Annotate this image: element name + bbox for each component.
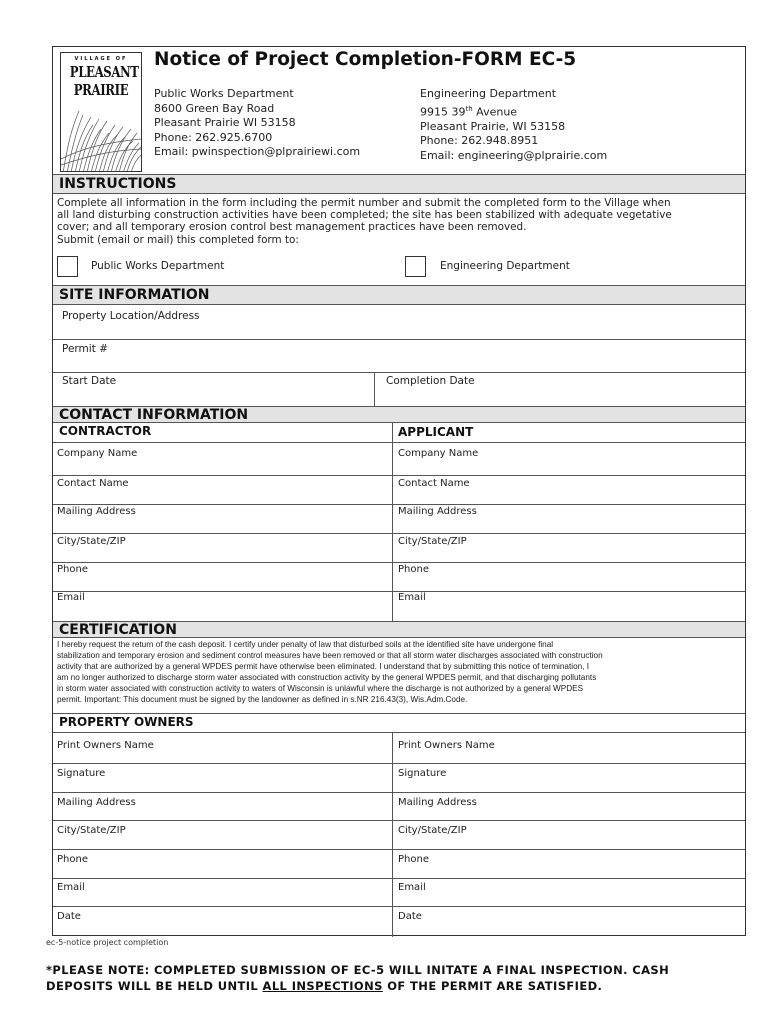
eng-phone: Phone: 262.948.8951: [420, 134, 539, 148]
pw-email: Email: pwinspection@plprairiewi.com: [154, 145, 361, 158]
owner2-email-field[interactable]: Email: [398, 882, 426, 893]
instructions-heading: INSTRUCTIONS: [53, 174, 745, 194]
public-works-option-label: Public Works Department: [91, 260, 225, 272]
engineering-option-label: Engineering Department: [440, 260, 570, 272]
engineering-address: [420, 87, 607, 163]
contractor-heading: CONTRACTOR: [59, 424, 152, 438]
form-code: ec-5-notice project completion: [46, 938, 169, 947]
owner1-phone-field[interactable]: Phone: [57, 854, 88, 865]
contractor-contact-field[interactable]: Contact Name: [57, 478, 129, 489]
form-container: [52, 46, 746, 936]
applicant-heading: APPLICANT: [398, 425, 474, 439]
completion-note: *PLEASE NOTE: COMPLETED SUBMISSION OF EC-5 WILL INITATE A FINAL INSPECTION. CASH DEPOSITS WILL BE HELD UNTIL ALL INSPECTIONS OF THE PERMIT ARE SATISFIED.: [46, 963, 670, 993]
logo-top-text: VILLAGE OF: [74, 56, 128, 62]
certification-text: I hereby request the return of the cash deposit. I certify under penalty of law that disturbed soils at the identified site have undergone final stabilization and temporary erosion and sediment control measures have been removed or that all storm water discharges associated with construction activity that are authorized by a general WPDES permit have otherwise been eliminated. I understand that by submitting this notice of termination, I am no longer authorized to discharge storm water associated with construction activity by the general WPDES permit, and that discharging pollutants in storm water associated with construction activity to waters of Wisconsin is unlawful where the discharge is not authorized by a general WPDES permit. Important: This document must be signed by the landowner as defined in s.NR 216.43(3), Wis.Adm.Code.: [57, 640, 603, 704]
site-info-heading: SITE INFORMATION: [53, 285, 745, 305]
applicant-contact-field[interactable]: Contact Name: [398, 478, 470, 489]
contractor-mailing-field[interactable]: Mailing Address: [57, 506, 136, 517]
owner1-city-field[interactable]: City/State/ZIP: [57, 825, 126, 836]
owner2-date-field[interactable]: Date: [398, 911, 422, 922]
pw-city: Pleasant Prairie WI 53158: [154, 116, 296, 129]
completion-date-field[interactable]: Completion Date: [386, 375, 475, 387]
owner1-email-field[interactable]: Email: [57, 882, 85, 893]
eng-name: Engineering Department: [420, 87, 557, 100]
property-owners-heading: PROPERTY OWNERS: [59, 715, 194, 729]
applicant-phone-field[interactable]: Phone: [398, 564, 429, 575]
start-date-field[interactable]: Start Date: [62, 375, 117, 387]
engineering-checkbox[interactable]: [405, 256, 426, 277]
owner1-signature-field[interactable]: Signature: [57, 768, 106, 779]
prairie-grass-icon: [61, 99, 141, 172]
permit-number-field[interactable]: Permit #: [62, 343, 108, 355]
form-title: Notice of Project Completion-FORM EC-5: [154, 49, 577, 70]
eng-street: 9915 39th Avenue: [420, 104, 518, 119]
owner1-mailing-field[interactable]: Mailing Address: [57, 797, 136, 808]
contractor-phone-field[interactable]: Phone: [57, 564, 88, 575]
contractor-company-field[interactable]: Company Name: [57, 448, 138, 459]
contractor-email-field[interactable]: Email: [57, 592, 85, 603]
all-inspections-emphasis: ALL INSPECTIONS: [262, 979, 383, 993]
owner1-name-field[interactable]: Print Owners Name: [57, 740, 154, 751]
pw-phone: Phone: 262.925.6700: [154, 130, 273, 144]
property-location-field[interactable]: Property Location/Address: [62, 310, 200, 322]
pw-name: Public Works Department: [154, 87, 294, 100]
village-logo: [60, 52, 142, 172]
eng-email: Email: engineering@plprairie.com: [420, 148, 608, 162]
public-works-address: [154, 87, 360, 160]
eng-city: Pleasant Prairie, WI 53158: [420, 119, 566, 133]
owner2-signature-field[interactable]: Signature: [398, 768, 447, 779]
applicant-city-field[interactable]: City/State/ZIP: [398, 536, 467, 547]
owner2-city-field[interactable]: City/State/ZIP: [398, 825, 467, 836]
owner2-mailing-field[interactable]: Mailing Address: [398, 797, 477, 808]
applicant-company-field[interactable]: Company Name: [398, 448, 479, 459]
applicant-mailing-field[interactable]: Mailing Address: [398, 506, 477, 517]
contact-info-heading: CONTACT INFORMATION: [53, 406, 745, 423]
applicant-email-field[interactable]: Email: [398, 592, 426, 603]
public-works-checkbox[interactable]: [57, 256, 78, 277]
contractor-city-field[interactable]: City/State/ZIP: [57, 536, 126, 547]
logo-line2: PRAIRIE: [73, 81, 129, 99]
owner2-name-field[interactable]: Print Owners Name: [398, 740, 495, 751]
instructions-text: Complete all information in the form including the permit number and submit the completed form to the Village when all land disturbing construction activities have been completed; the site has been stabilized with adequate vegetative cover; and all temporary erosion control best management practices have been removed. Submit (email or mail) this completed form to:: [57, 197, 672, 246]
owner2-phone-field[interactable]: Phone: [398, 854, 429, 865]
owner1-date-field[interactable]: Date: [57, 911, 81, 922]
certification-heading: CERTIFICATION: [53, 621, 745, 638]
logo-line1: PLEASANT: [69, 63, 139, 81]
pw-street: 8600 Green Bay Road: [154, 101, 275, 115]
